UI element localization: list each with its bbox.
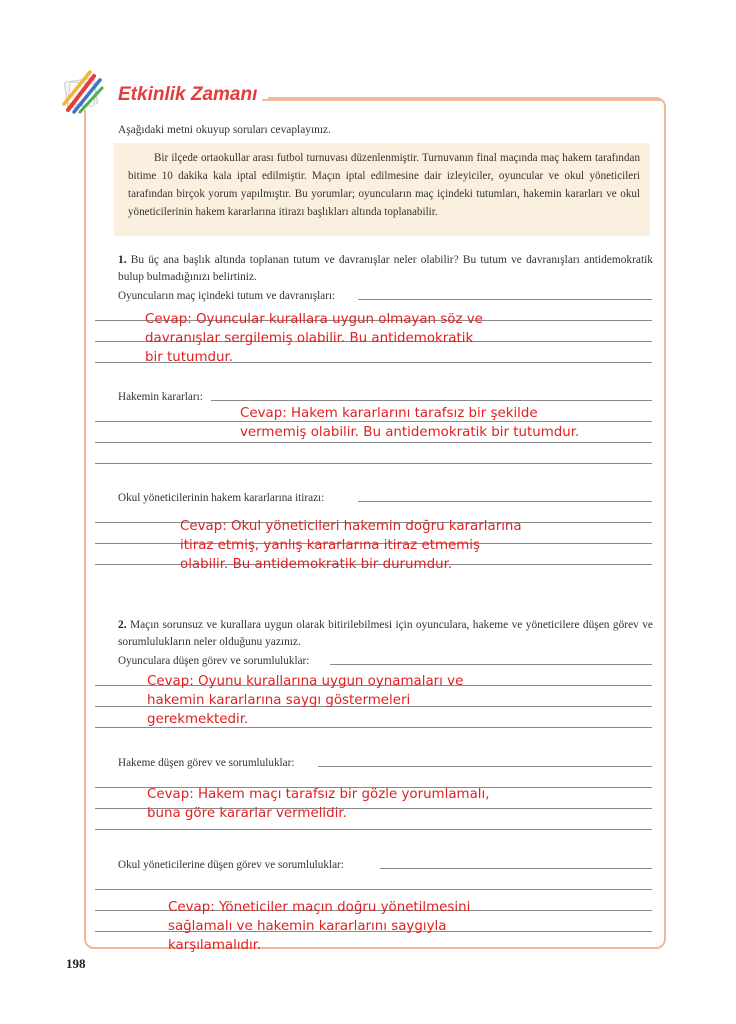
answer-players-behavior: [145, 310, 483, 367]
prompt-referee-duties: Hakeme düşen görev ve sorumluluklar:: [118, 757, 295, 769]
answer-line[interactable]: [318, 766, 652, 767]
answer-line[interactable]: [211, 400, 652, 401]
answer-line[interactable]: [95, 463, 652, 464]
answer-referee-duties: [147, 785, 489, 823]
pencils-icon: [60, 70, 106, 116]
answer-line[interactable]: [358, 501, 652, 502]
question-1-number: 1.: [118, 254, 127, 266]
prompt-referee-decisions: Hakemin kararları:: [118, 391, 203, 403]
answer-text-line: Cevap: Okul yöneticileri hakemin doğru kararlarına: [180, 519, 522, 534]
answer-text-line: sağlamalı ve hakemin kararlarını saygıyla: [168, 919, 447, 934]
answer-text-line: Cevap: Oyunu kurallarına uygun oynamaları ve: [147, 674, 464, 689]
answer-text-line: vermemiş olabilir. Bu antidemokratik bir tutumdur.: [240, 425, 580, 440]
answer-line[interactable]: [95, 829, 652, 830]
prompt-players-behavior: Oyuncuların maç içindeki tutum ve davranışları:: [118, 290, 336, 302]
answer-line[interactable]: [330, 664, 652, 665]
answer-admins-duties: [168, 898, 470, 955]
activity-title: Etkinlik Zamanı: [118, 84, 258, 105]
prompt-admins-duties: Okul yöneticilerine düşen görev ve sorumluluklar:: [118, 859, 344, 871]
answer-line[interactable]: [95, 442, 652, 443]
intro-instruction: Aşağıdaki metni okuyup soruları cevaplayınız.: [118, 124, 331, 136]
prompt-admins-objection: Okul yöneticilerinin hakem kararlarına itirazı:: [118, 492, 325, 504]
answer-text-line: olabilir. Bu antidemokratik bir durumdur.: [180, 557, 453, 572]
answer-referee-decisions: [240, 404, 579, 442]
answer-text-line: gerekmektedir.: [147, 712, 249, 727]
passage-text: Bir ilçede ortaokullar arası futbol turnuvası düzenlenmiştir. Turnuvanın final maçında maç hakem tarafından bitime 10 dakika kala iptal edilmiştir. Maçın iptal edilmesine dair izleyiciler, oyuncular ve okul yöneticileri tarafından birçok yorum yapılmıştır. Bu yorumlar; oyuncuların maç içindeki tutumları, hakemin kararları ve okul yöneticilerinin hakem kararlarına itirazı başlıkları altında toplanabilir.: [128, 152, 640, 218]
answer-text-line: Cevap: Hakem kararlarını tarafsız bir şekilde: [240, 406, 538, 421]
answer-text-line: buna göre kararlar vermelidir.: [147, 806, 347, 821]
question-2-text: Maçın sorunsuz ve kurallara uygun olarak bitirilebilmesi için oyunculara, hakeme ve yöneticilere düşen görev ve sorumlulukların neler olduğunu yazınız.: [118, 619, 653, 648]
answer-line[interactable]: [380, 868, 652, 869]
answer-admins-objection: [180, 517, 522, 574]
answer-players-duties: [147, 672, 463, 729]
reading-passage: [114, 143, 650, 236]
question-2: [118, 617, 653, 651]
title-rule: [262, 99, 662, 101]
answer-text-line: hakemin kararlarına saygı göstermeleri: [147, 693, 411, 708]
answer-text-line: karşılamalıdır.: [168, 938, 262, 953]
question-2-number: 2.: [118, 619, 127, 631]
answer-line[interactable]: [95, 889, 652, 890]
prompt-players-duties: Oyunculara düşen görev ve sorumluluklar:: [118, 655, 310, 667]
answer-text-line: Cevap: Oyuncular kurallara uygun olmayan söz ve: [145, 312, 483, 327]
page-number: 198: [66, 956, 86, 971]
answer-line[interactable]: [358, 299, 652, 300]
answer-text-line: davranışlar sergilemiş olabilir. Bu antidemokratik: [145, 331, 474, 346]
answer-text-line: bir tutumdur.: [145, 350, 234, 365]
question-1-text: Bu üç ana başlık altında toplanan tutum ve davranışlar neler olabilir? Bu tutum ve davranışları antidemokratik bulup bulmadığınızı belirtiniz.: [118, 254, 653, 283]
answer-text-line: itiraz etmiş, yanlış kararlarına itiraz etmemiş: [180, 538, 480, 553]
question-1: [118, 252, 653, 286]
answer-text-line: Cevap: Hakem maçı tarafsız bir gözle yorumlamalı,: [147, 787, 490, 802]
answer-text-line: Cevap: Yöneticiler maçın doğru yönetilmesini: [168, 900, 471, 915]
